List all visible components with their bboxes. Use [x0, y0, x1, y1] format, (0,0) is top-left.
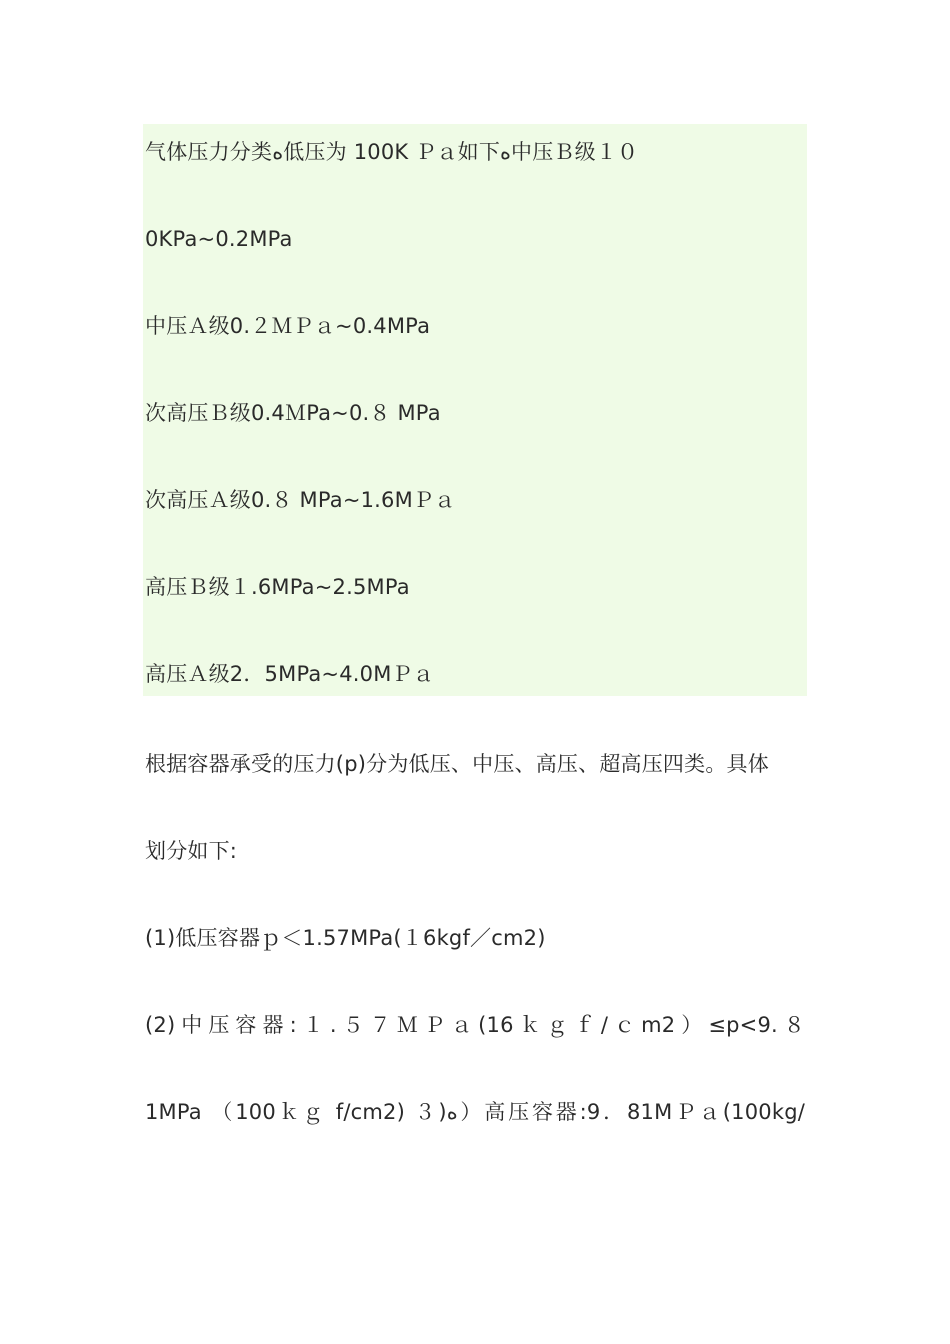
- sub-high-pressure-a-line: 次高压Ａ级0.８ MPa~1.6MＰａ: [145, 488, 456, 512]
- gas-pressure-classification-line: 气体压力分类ﻩ低压为 100K Ｐａ如下ﻩ中压Ｂ级１０: [145, 140, 639, 164]
- low-pressure-vessel-line: (1)低压容器ｐ＜1.57MPa(１6kgf／cm2): [145, 926, 546, 950]
- vessel-classification-intro-cont: 划分如下:: [145, 839, 238, 863]
- medium-pressure-b-range-line: 0KPa~0.2MPa: [145, 227, 293, 251]
- high-pressure-b-line: 高压Ｂ级１.6MPa~2.5MPa: [145, 575, 410, 599]
- sub-high-pressure-b-line: 次高压Ｂ级0.4ＭPa~0.８ MPa: [145, 401, 441, 425]
- medium-pressure-a-line: 中压Ａ级0.２ＭＰａ~0.4MPa: [145, 314, 431, 338]
- high-pressure-vessel-line: 1MPa （100ｋｇ f/cm2) ３)ﻩ）高压容器:9．81MＰａ(100kg/: [145, 1100, 805, 1124]
- vessel-classification-intro: 根据容器承受的压力(p)分为低压、中压、高压、超高压四类。具体: [145, 752, 769, 776]
- medium-pressure-vessel-line: (2)中压容器:１.５７ＭＰａ(16ｋｇｆ/ｃm2）≤p<9.８: [145, 1013, 805, 1037]
- high-pressure-a-line: 高压Ａ级2．5MPa~4.0MＰａ: [145, 662, 434, 686]
